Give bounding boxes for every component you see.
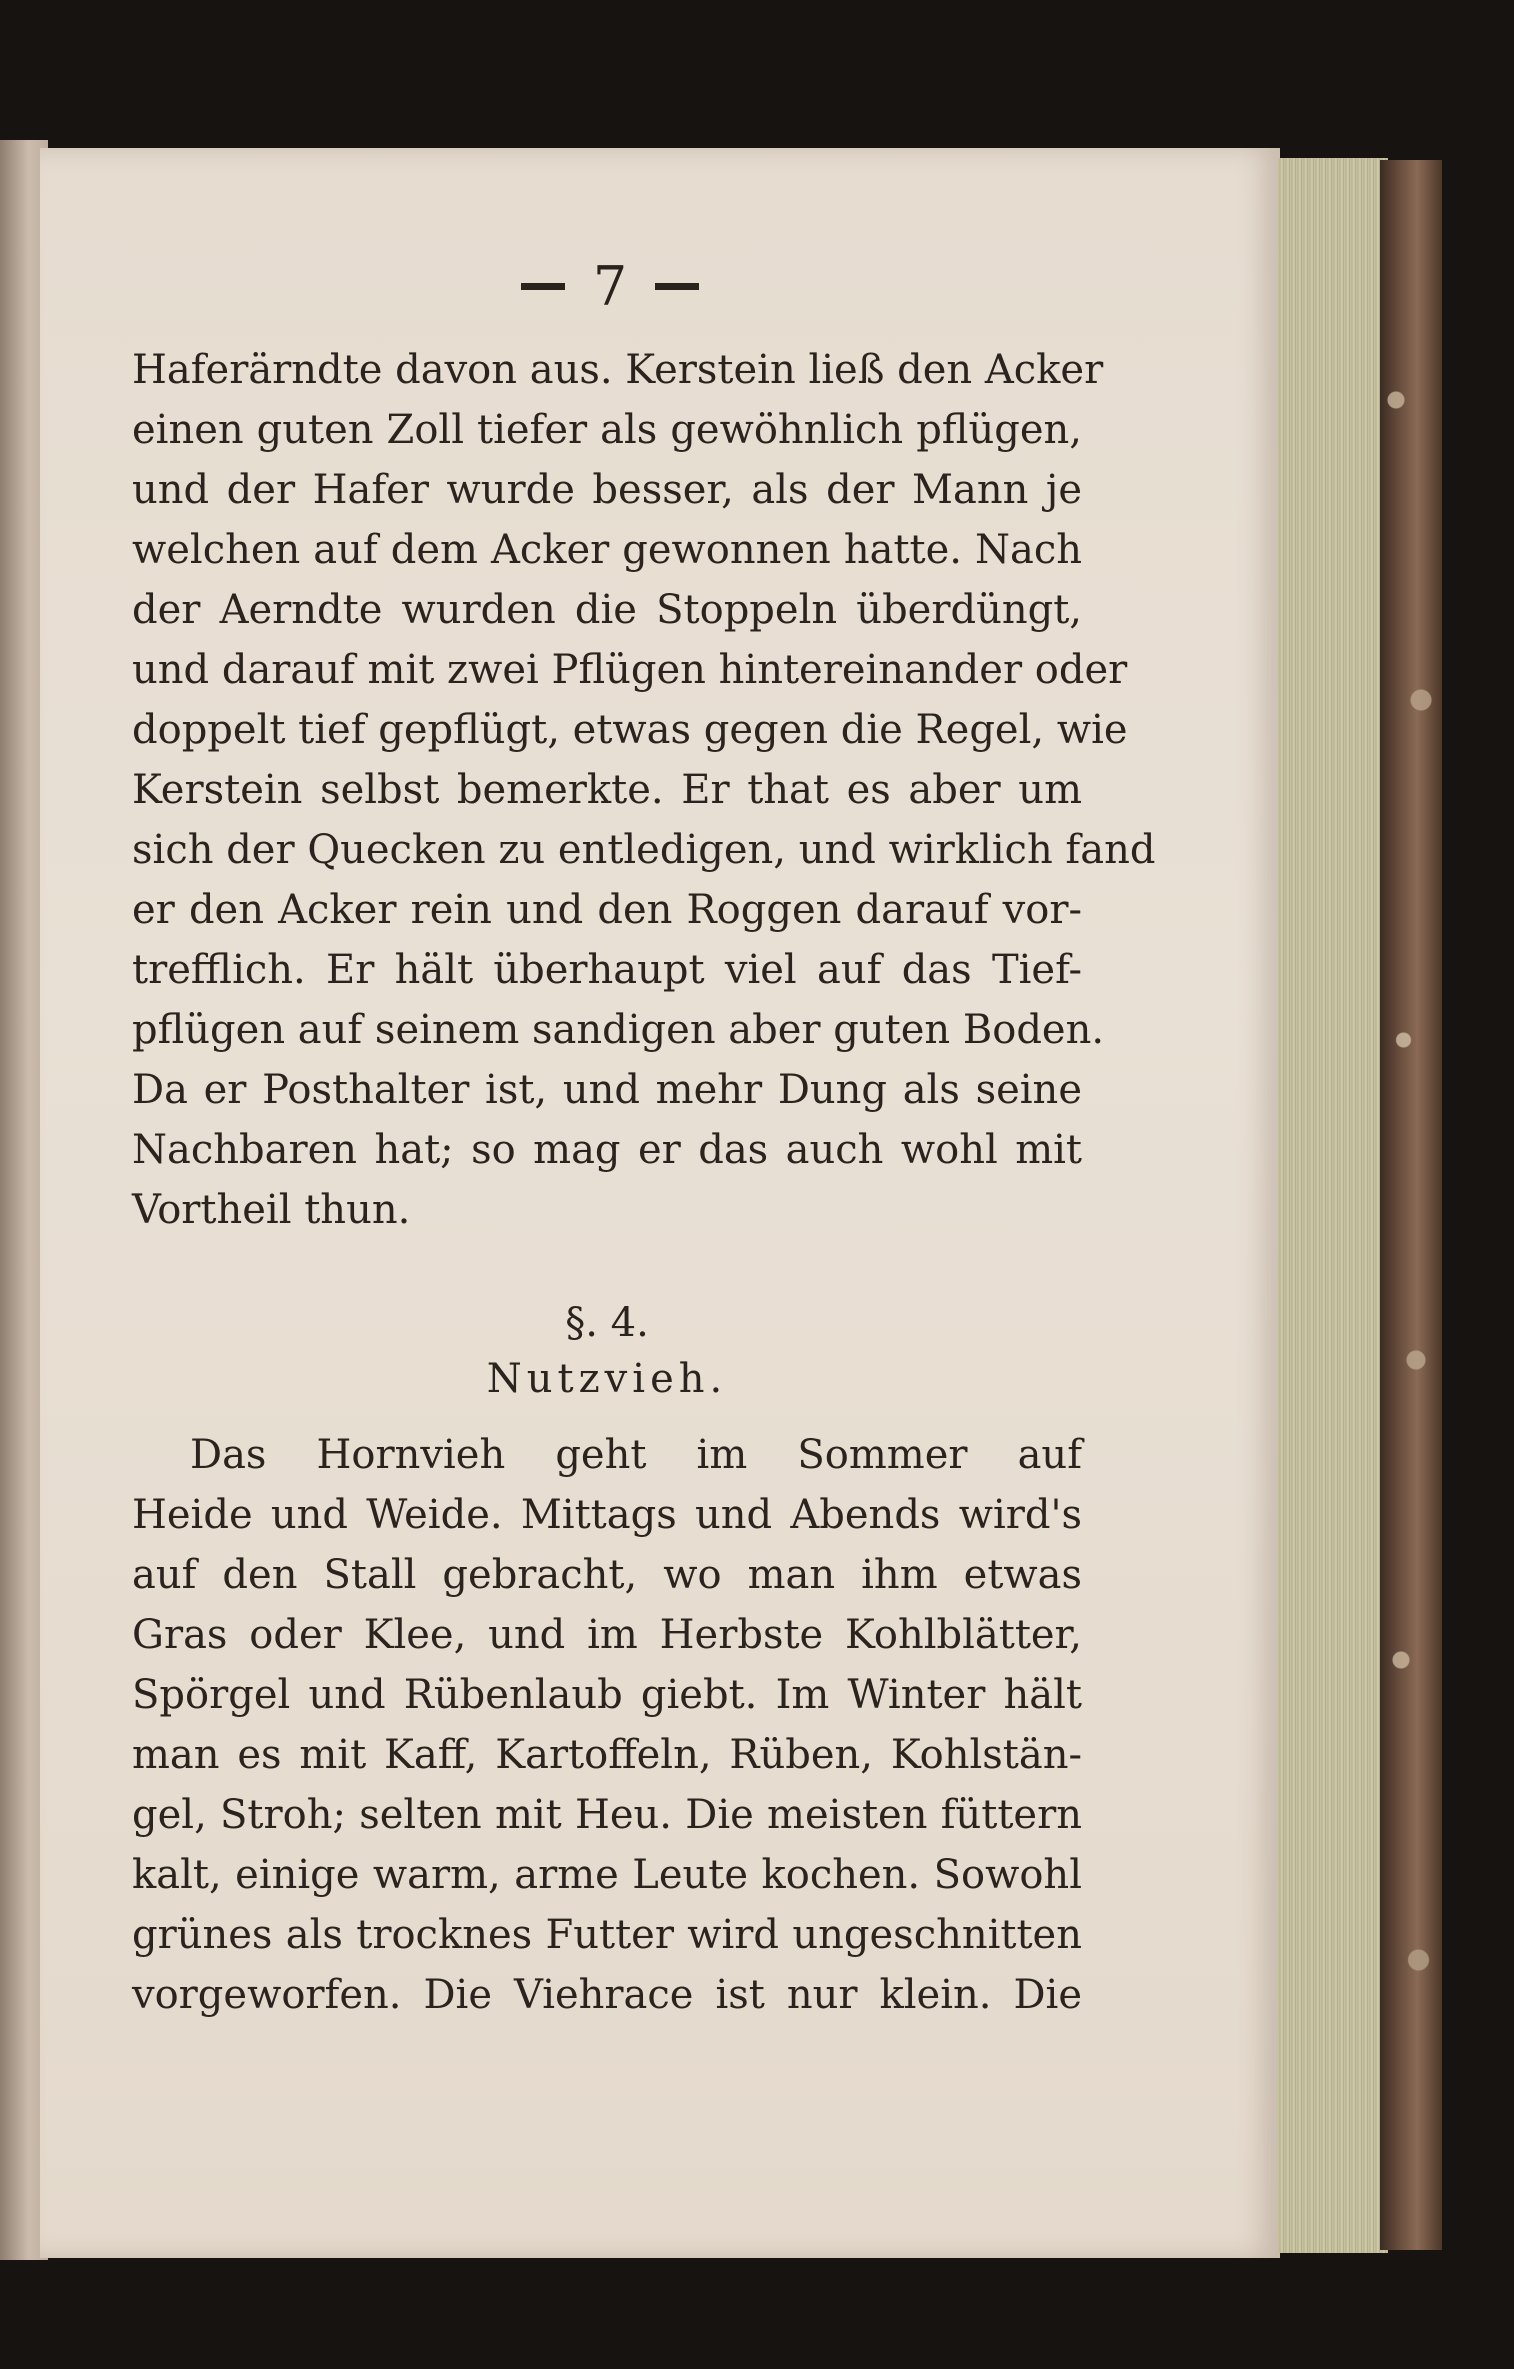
paragraph-1 <box>132 340 1156 1240</box>
text-line: sich der Quecken zu entledigen, und wirklich fand <box>132 827 1156 873</box>
text-line: und darauf mit zwei Pflügen hintereinander oder <box>132 647 1128 693</box>
text-line: der Aerndte wurden die Stoppeln überdüngt, <box>132 587 1082 633</box>
page-number: 7 <box>592 255 628 318</box>
text-line: man es mit Kaff, Kartoffeln, Rüben, Kohlstän- <box>132 1732 1082 1778</box>
section-heading <box>132 1295 1082 1407</box>
page-header <box>460 255 760 325</box>
text-line: Heide und Weide. Mittags und Abends wird's <box>132 1492 1082 1538</box>
text-line: Da er Posthalter ist, und mehr Dung als seine <box>132 1067 1082 1113</box>
cover-marbling <box>1386 200 1436 2200</box>
text-line: Haferärndte davon aus. Kerstein ließ den Acker <box>132 347 1104 393</box>
header-dash-left <box>521 283 565 290</box>
text-line: er den Acker rein und den Roggen darauf vor- <box>132 887 1082 933</box>
text-line: auf den Stall gebracht, wo man ihm etwas <box>132 1552 1082 1598</box>
header-dash-right <box>655 283 699 290</box>
text-line: Nachbaren hat; so mag er das auch wohl mit <box>132 1127 1082 1173</box>
text-line: gel, Stroh; selten mit Heu. Die meisten füttern <box>132 1792 1082 1838</box>
text-line: und der Hafer wurde besser, als der Mann je <box>132 467 1082 513</box>
paragraph-2 <box>132 1425 1082 2025</box>
text-line: einen guten Zoll tiefer als gewöhnlich pflügen, <box>132 407 1082 453</box>
page-edges <box>1278 158 1388 2253</box>
text-line: pflügen auf seinem sandigen aber guten Boden. <box>132 1007 1105 1053</box>
text-line: grünes als trocknes Futter wird ungeschnitten <box>132 1912 1082 1958</box>
text-line: Kerstein selbst bemerkte. Er that es aber um <box>132 767 1082 813</box>
text-line: Gras oder Klee, und im Herbste Kohlblätter, <box>132 1612 1082 1658</box>
text-line: Das Hornvieh geht im Sommer auf <box>190 1432 1082 1478</box>
section-title: Nutzvieh. <box>486 1356 728 1402</box>
section-number: §. 4. <box>565 1300 649 1346</box>
text-line: trefflich. Er hält überhaupt viel auf das Tief- <box>132 947 1082 993</box>
text-line: Vortheil thun. <box>132 1187 411 1233</box>
text-line: welchen auf dem Acker gewonnen hatte. Nach <box>132 527 1082 573</box>
text-line: Spörgel und Rübenlaub giebt. Im Winter hält <box>132 1672 1082 1718</box>
text-line: vorgeworfen. Die Viehrace ist nur klein. Die <box>132 1972 1082 2018</box>
text-line: kalt, einige warm, arme Leute kochen. Sowohl <box>132 1852 1082 1898</box>
text-line: doppelt tief gepflügt, etwas gegen die Regel, wie <box>132 707 1128 753</box>
